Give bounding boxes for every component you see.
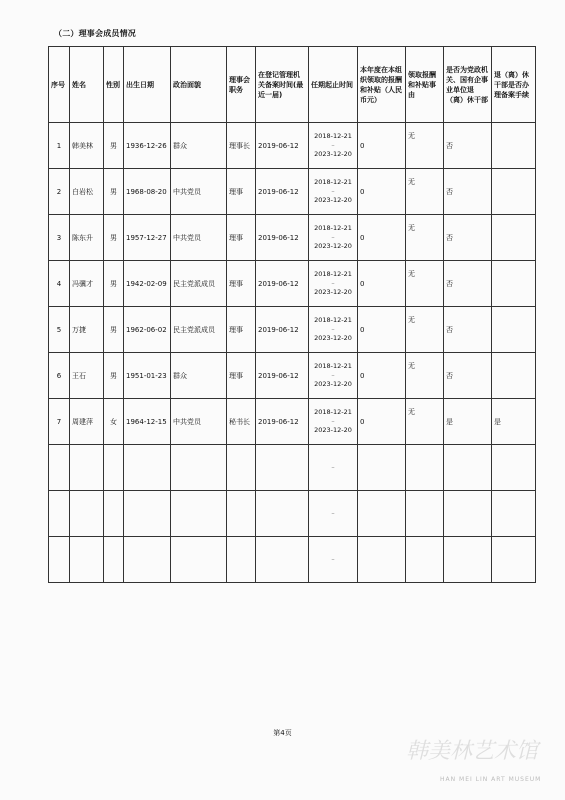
cell-official: 是 <box>444 399 492 445</box>
cell-approval <box>492 537 536 583</box>
cell-filing-date: 2019-06-12 <box>256 307 309 353</box>
cell-filing-date: 2019-06-12 <box>256 399 309 445</box>
cell-pay: 0 <box>358 169 406 215</box>
cell-official: 否 <box>444 123 492 169</box>
cell-reason <box>406 445 444 491</box>
cell-birth <box>124 537 171 583</box>
cell-political: 群众 <box>171 353 227 399</box>
table-row <box>49 169 536 215</box>
header-pay: 本年度在本组织领取的报酬和补贴（人民币元） <box>358 47 406 123</box>
cell-name: 周建萍 <box>70 399 104 445</box>
term-sep: – <box>331 463 335 471</box>
cell-approval <box>492 261 536 307</box>
term-sep: – <box>331 417 335 425</box>
cell-no <box>49 537 70 583</box>
cell-official: 否 <box>444 353 492 399</box>
cell-reason: 无 <box>406 123 444 169</box>
cell-reason: 无 <box>406 307 444 353</box>
cell-gender <box>104 445 124 491</box>
cell-term <box>309 491 358 537</box>
cell-birth: 1964-12-15 <box>124 399 171 445</box>
cell-approval <box>492 123 536 169</box>
term-end: 2023-12-20 <box>314 288 352 296</box>
cell-pay <box>358 491 406 537</box>
table-header-row <box>49 47 536 123</box>
term-start: 2018-12-21 <box>314 132 352 140</box>
cell-name: 韩美林 <box>70 123 104 169</box>
cell-name: 王石 <box>70 353 104 399</box>
table-row <box>49 353 536 399</box>
cell-gender: 男 <box>104 353 124 399</box>
table-row <box>49 215 536 261</box>
cell-approval: 是 <box>492 399 536 445</box>
cell-gender: 女 <box>104 399 124 445</box>
cell-term <box>309 399 358 445</box>
board-members-table <box>48 46 536 583</box>
cell-name: 万捷 <box>70 307 104 353</box>
term-start: 2018-12-21 <box>314 178 352 186</box>
cell-official <box>444 491 492 537</box>
cell-position: 理事 <box>227 215 256 261</box>
cell-approval <box>492 491 536 537</box>
table-row <box>49 491 536 537</box>
cell-pay: 0 <box>358 399 406 445</box>
cell-political <box>171 445 227 491</box>
cell-filing-date <box>256 537 309 583</box>
term-sep: – <box>331 371 335 379</box>
cell-position: 理事长 <box>227 123 256 169</box>
cell-position <box>227 537 256 583</box>
cell-pay: 0 <box>358 307 406 353</box>
cell-birth: 1968-08-20 <box>124 169 171 215</box>
cell-birth: 1962-06-02 <box>124 307 171 353</box>
cell-official: 否 <box>444 261 492 307</box>
svg-text:韩美林艺术馆: 韩美林艺术馆 <box>406 739 539 764</box>
header-filing-date: 在登记管理机关备案时间(最近一届) <box>256 47 309 123</box>
cell-position: 秘书长 <box>227 399 256 445</box>
term-end: 2023-12-20 <box>314 334 352 342</box>
cell-filing-date: 2019-06-12 <box>256 353 309 399</box>
cell-gender: 男 <box>104 215 124 261</box>
cell-filing-date: 2019-06-12 <box>256 123 309 169</box>
cell-reason: 无 <box>406 261 444 307</box>
cell-birth: 1957-12-27 <box>124 215 171 261</box>
cell-term <box>309 215 358 261</box>
table-row <box>49 537 536 583</box>
cell-term <box>309 445 358 491</box>
cell-name <box>70 445 104 491</box>
cell-no: 1 <box>49 123 70 169</box>
table-row <box>49 445 536 491</box>
table-row <box>49 261 536 307</box>
cell-approval <box>492 169 536 215</box>
cell-no <box>49 491 70 537</box>
cell-filing-date: 2019-06-12 <box>256 215 309 261</box>
cell-official: 否 <box>444 169 492 215</box>
header-no: 序号 <box>49 47 70 123</box>
term-start: 2018-12-21 <box>314 270 352 278</box>
cell-no: 4 <box>49 261 70 307</box>
cell-approval <box>492 445 536 491</box>
cell-official: 否 <box>444 307 492 353</box>
cell-gender: 男 <box>104 169 124 215</box>
cell-pay: 0 <box>358 215 406 261</box>
cell-filing-date: 2019-06-12 <box>256 261 309 307</box>
cell-reason: 无 <box>406 169 444 215</box>
term-start: 2018-12-21 <box>314 224 352 232</box>
page-number: 第4页 <box>273 729 292 737</box>
cell-no: 7 <box>49 399 70 445</box>
cell-name <box>70 491 104 537</box>
header-reason: 领取报酬和补贴事由 <box>406 47 444 123</box>
cell-official <box>444 537 492 583</box>
term-sep: – <box>331 555 335 563</box>
cell-filing-date <box>256 445 309 491</box>
cell-political: 中共党员 <box>171 169 227 215</box>
header-birth: 出生日期 <box>124 47 171 123</box>
header-term: 任期起止时间 <box>309 47 358 123</box>
cell-gender <box>104 537 124 583</box>
cell-name: 白岩松 <box>70 169 104 215</box>
table-row <box>49 123 536 169</box>
term-sep: – <box>331 325 335 333</box>
cell-no: 5 <box>49 307 70 353</box>
cell-no: 2 <box>49 169 70 215</box>
cell-term <box>309 261 358 307</box>
cell-gender <box>104 491 124 537</box>
cell-term <box>309 169 358 215</box>
cell-position <box>227 491 256 537</box>
cell-term <box>309 307 358 353</box>
cell-gender: 男 <box>104 123 124 169</box>
header-gender: 性别 <box>104 47 124 123</box>
term-start: 2018-12-21 <box>314 408 352 416</box>
cell-name: 冯骥才 <box>70 261 104 307</box>
header-political: 政治面貌 <box>171 47 227 123</box>
cell-political: 群众 <box>171 123 227 169</box>
cell-birth: 1942-02-09 <box>124 261 171 307</box>
cell-gender: 男 <box>104 261 124 307</box>
cell-pay <box>358 537 406 583</box>
term-sep: – <box>331 141 335 149</box>
term-sep: – <box>331 509 335 517</box>
cell-birth: 1936-12-26 <box>124 123 171 169</box>
term-sep: – <box>331 279 335 287</box>
cell-name <box>70 537 104 583</box>
cell-reason <box>406 491 444 537</box>
cell-political: 民主党派成员 <box>171 261 227 307</box>
watermark-subtext: HAN MEI LIN ART MUSEUM <box>440 776 542 783</box>
cell-name: 陈东升 <box>70 215 104 261</box>
cell-birth <box>124 491 171 537</box>
cell-pay: 0 <box>358 123 406 169</box>
term-end: 2023-12-20 <box>314 242 352 250</box>
cell-term <box>309 123 358 169</box>
cell-pay: 0 <box>358 261 406 307</box>
cell-political <box>171 537 227 583</box>
cell-political <box>171 491 227 537</box>
term-start: 2018-12-21 <box>314 362 352 370</box>
term-sep: – <box>331 233 335 241</box>
cell-approval <box>492 307 536 353</box>
term-end: 2023-12-20 <box>314 196 352 204</box>
cell-position: 理事 <box>227 307 256 353</box>
cell-position: 理事 <box>227 353 256 399</box>
term-end: 2023-12-20 <box>314 380 352 388</box>
cell-political: 中共党员 <box>171 215 227 261</box>
term-end: 2023-12-20 <box>314 426 352 434</box>
header-name: 姓名 <box>70 47 104 123</box>
header-position: 理事会职务 <box>227 47 256 123</box>
cell-reason: 无 <box>406 399 444 445</box>
cell-filing-date <box>256 491 309 537</box>
cell-filing-date: 2019-06-12 <box>256 169 309 215</box>
cell-birth: 1951-01-23 <box>124 353 171 399</box>
term-start: 2018-12-21 <box>314 316 352 324</box>
cell-no: 6 <box>49 353 70 399</box>
table-row <box>49 399 536 445</box>
header-approval: 退（离）休干部是否办理备案手续 <box>492 47 536 123</box>
cell-pay <box>358 445 406 491</box>
cell-position <box>227 445 256 491</box>
cell-official <box>444 445 492 491</box>
cell-birth <box>124 445 171 491</box>
header-official: 是否为党政机关、国有企事业单位退（离）休干部 <box>444 47 492 123</box>
cell-reason: 无 <box>406 353 444 399</box>
cell-official: 否 <box>444 215 492 261</box>
cell-political: 中共党员 <box>171 399 227 445</box>
cell-no <box>49 445 70 491</box>
cell-reason <box>406 537 444 583</box>
cell-political: 民主党派成员 <box>171 307 227 353</box>
cell-approval <box>492 215 536 261</box>
cell-term <box>309 537 358 583</box>
cell-pay: 0 <box>358 353 406 399</box>
term-end: 2023-12-20 <box>314 150 352 158</box>
cell-position: 理事 <box>227 261 256 307</box>
cell-position: 理事 <box>227 169 256 215</box>
cell-reason: 无 <box>406 215 444 261</box>
table-row <box>49 307 536 353</box>
term-sep: – <box>331 187 335 195</box>
section-title: （二）理事会成员情况 <box>54 29 136 38</box>
cell-gender: 男 <box>104 307 124 353</box>
cell-approval <box>492 353 536 399</box>
cell-no: 3 <box>49 215 70 261</box>
cell-term <box>309 353 358 399</box>
